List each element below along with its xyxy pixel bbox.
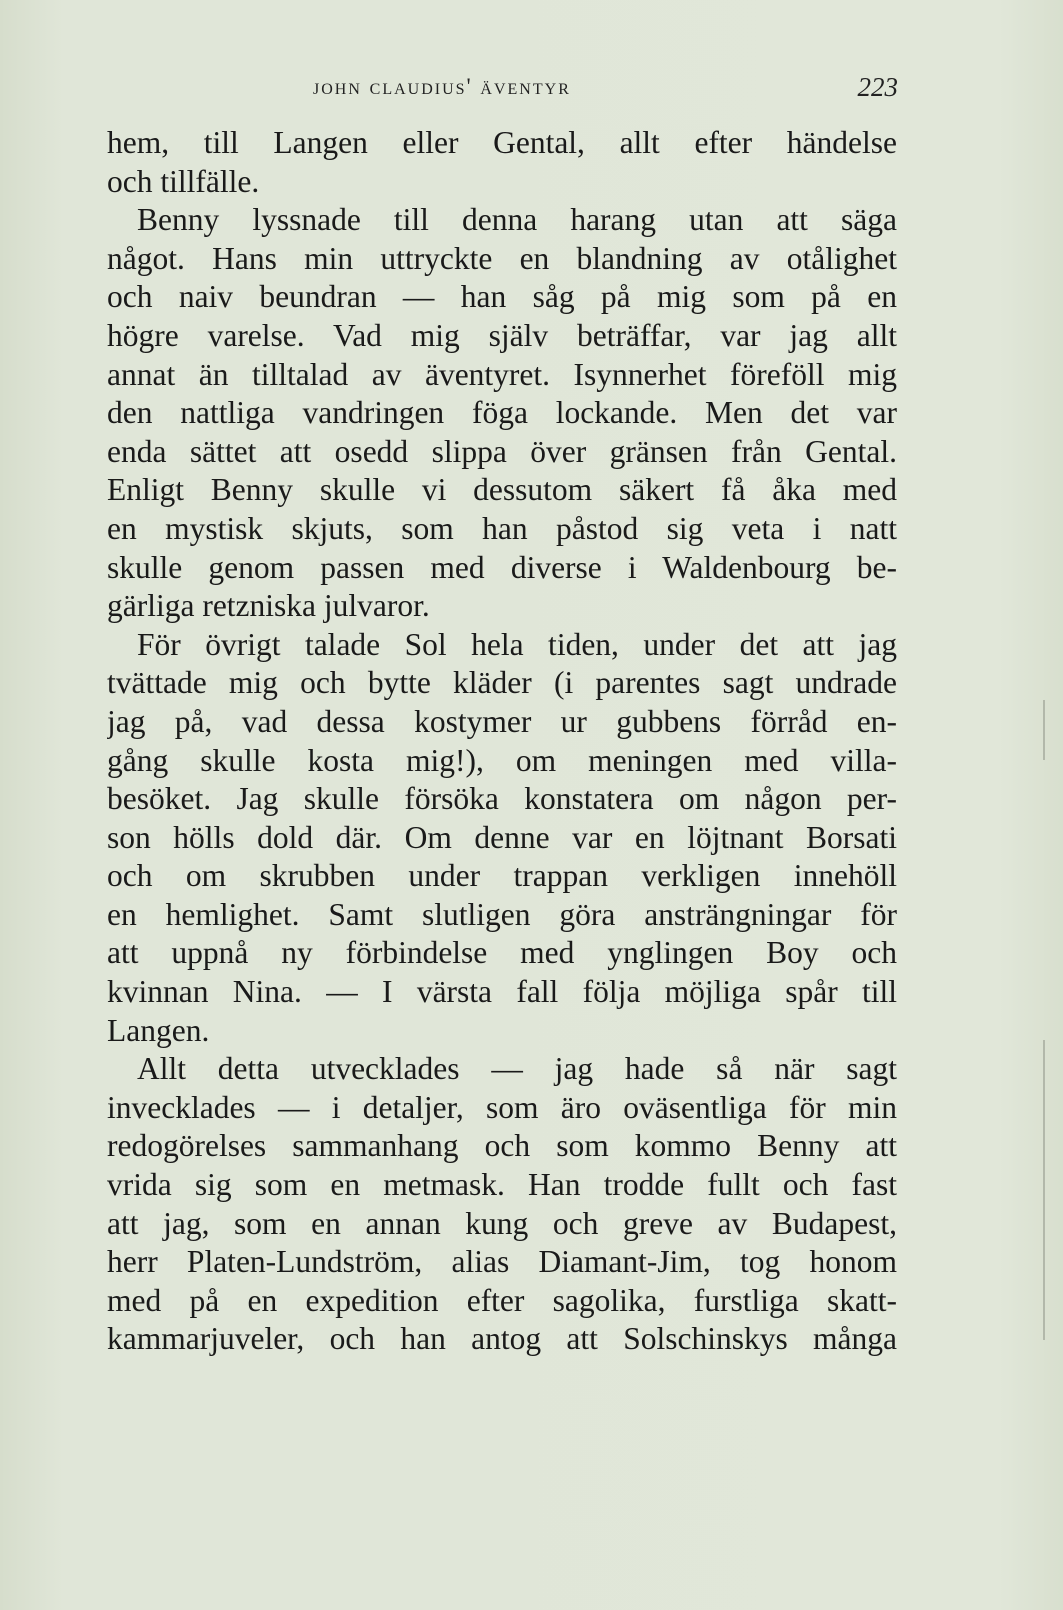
text-line: kammarjuveler, och han antog att Solschinskys många [107, 1321, 897, 1357]
running-head [108, 72, 898, 112]
text-line: redogörelses sammanhang och som kommo Benny att [107, 1128, 897, 1164]
text-line: Enligt Benny skulle vi dessutom säkert få åka med [107, 472, 897, 508]
text-line: Benny lyssnade till denna harang utan att säga [137, 202, 897, 238]
text-line: att uppnå ny förbindelse med ynglingen Boy och [107, 935, 897, 971]
text-line: herr Platen-Lundström, alias Diamant-Jim, tog honom [107, 1244, 897, 1280]
text-line: kvinnan Nina. — I värsta fall följa möjliga spår till [107, 974, 897, 1010]
text-line: att jag, som en annan kung och greve av Budapest, [107, 1205, 897, 1241]
body-text [107, 124, 897, 1359]
text-line: något. Hans min uttryckte en blandning av otålighet [107, 240, 897, 276]
text-line: hem, till Langen eller Gental, allt efter händelse [107, 125, 897, 160]
text-line: och tillfälle. [107, 163, 260, 199]
text-line: besöket. Jag skulle försöka konstatera om någon per- [107, 781, 897, 817]
text-line: en hemlighet. Samt slutligen göra ansträngningar för [107, 896, 897, 932]
text-line: jag på, vad dessa kostymer ur gubbens förråd en- [107, 703, 897, 739]
text-line: vrida sig som en metmask. Han trodde fullt och fast [107, 1167, 897, 1203]
text-line: och om skrubben under trappan verkligen innehöll [107, 858, 897, 894]
page-edge-mark [1043, 700, 1045, 760]
page-edge-mark [1043, 1040, 1045, 1340]
text-line: invecklades — i detaljer, som äro oväsentliga för min [107, 1089, 897, 1125]
text-line: med på en expedition efter sagolika, furstliga skatt- [107, 1282, 897, 1318]
text-line: gärliga retzniska julvaror. [107, 588, 430, 624]
text-line: För övrigt talade Sol hela tiden, under det att jag [137, 626, 897, 662]
text-line: och naiv beundran — han såg på mig som på en [107, 279, 897, 315]
page-number: 223 [857, 72, 898, 102]
text-line: Allt detta utvecklades — jag hade så när sagt [137, 1051, 897, 1087]
text-line: Langen. [107, 1012, 210, 1048]
text-line: enda sättet att osedd slippa över gränsen från Gental. [107, 433, 897, 469]
text-line: en mystisk skjuts, som han påstod sig veta i natt [107, 510, 897, 546]
text-line: skulle genom passen med diverse i Waldenbourg be- [107, 549, 897, 585]
header-title: john claudius' äventyr [313, 74, 571, 99]
text-line: tvättade mig och bytte kläder (i parentes sagt undrade [107, 665, 897, 701]
text-line: högre varelse. Vad mig själv beträffar, var jag allt [107, 317, 897, 353]
text-line: annat än tilltalad av äventyret. Isynnerhet föreföll mig [107, 356, 897, 392]
text-line: son hölls dold där. Om denne var en löjtnant Borsati [107, 819, 897, 855]
text-line: den nattliga vandringen föga lockande. Men det var [107, 395, 897, 431]
text-line: gång skulle kosta mig!), om meningen med villa- [107, 742, 897, 778]
